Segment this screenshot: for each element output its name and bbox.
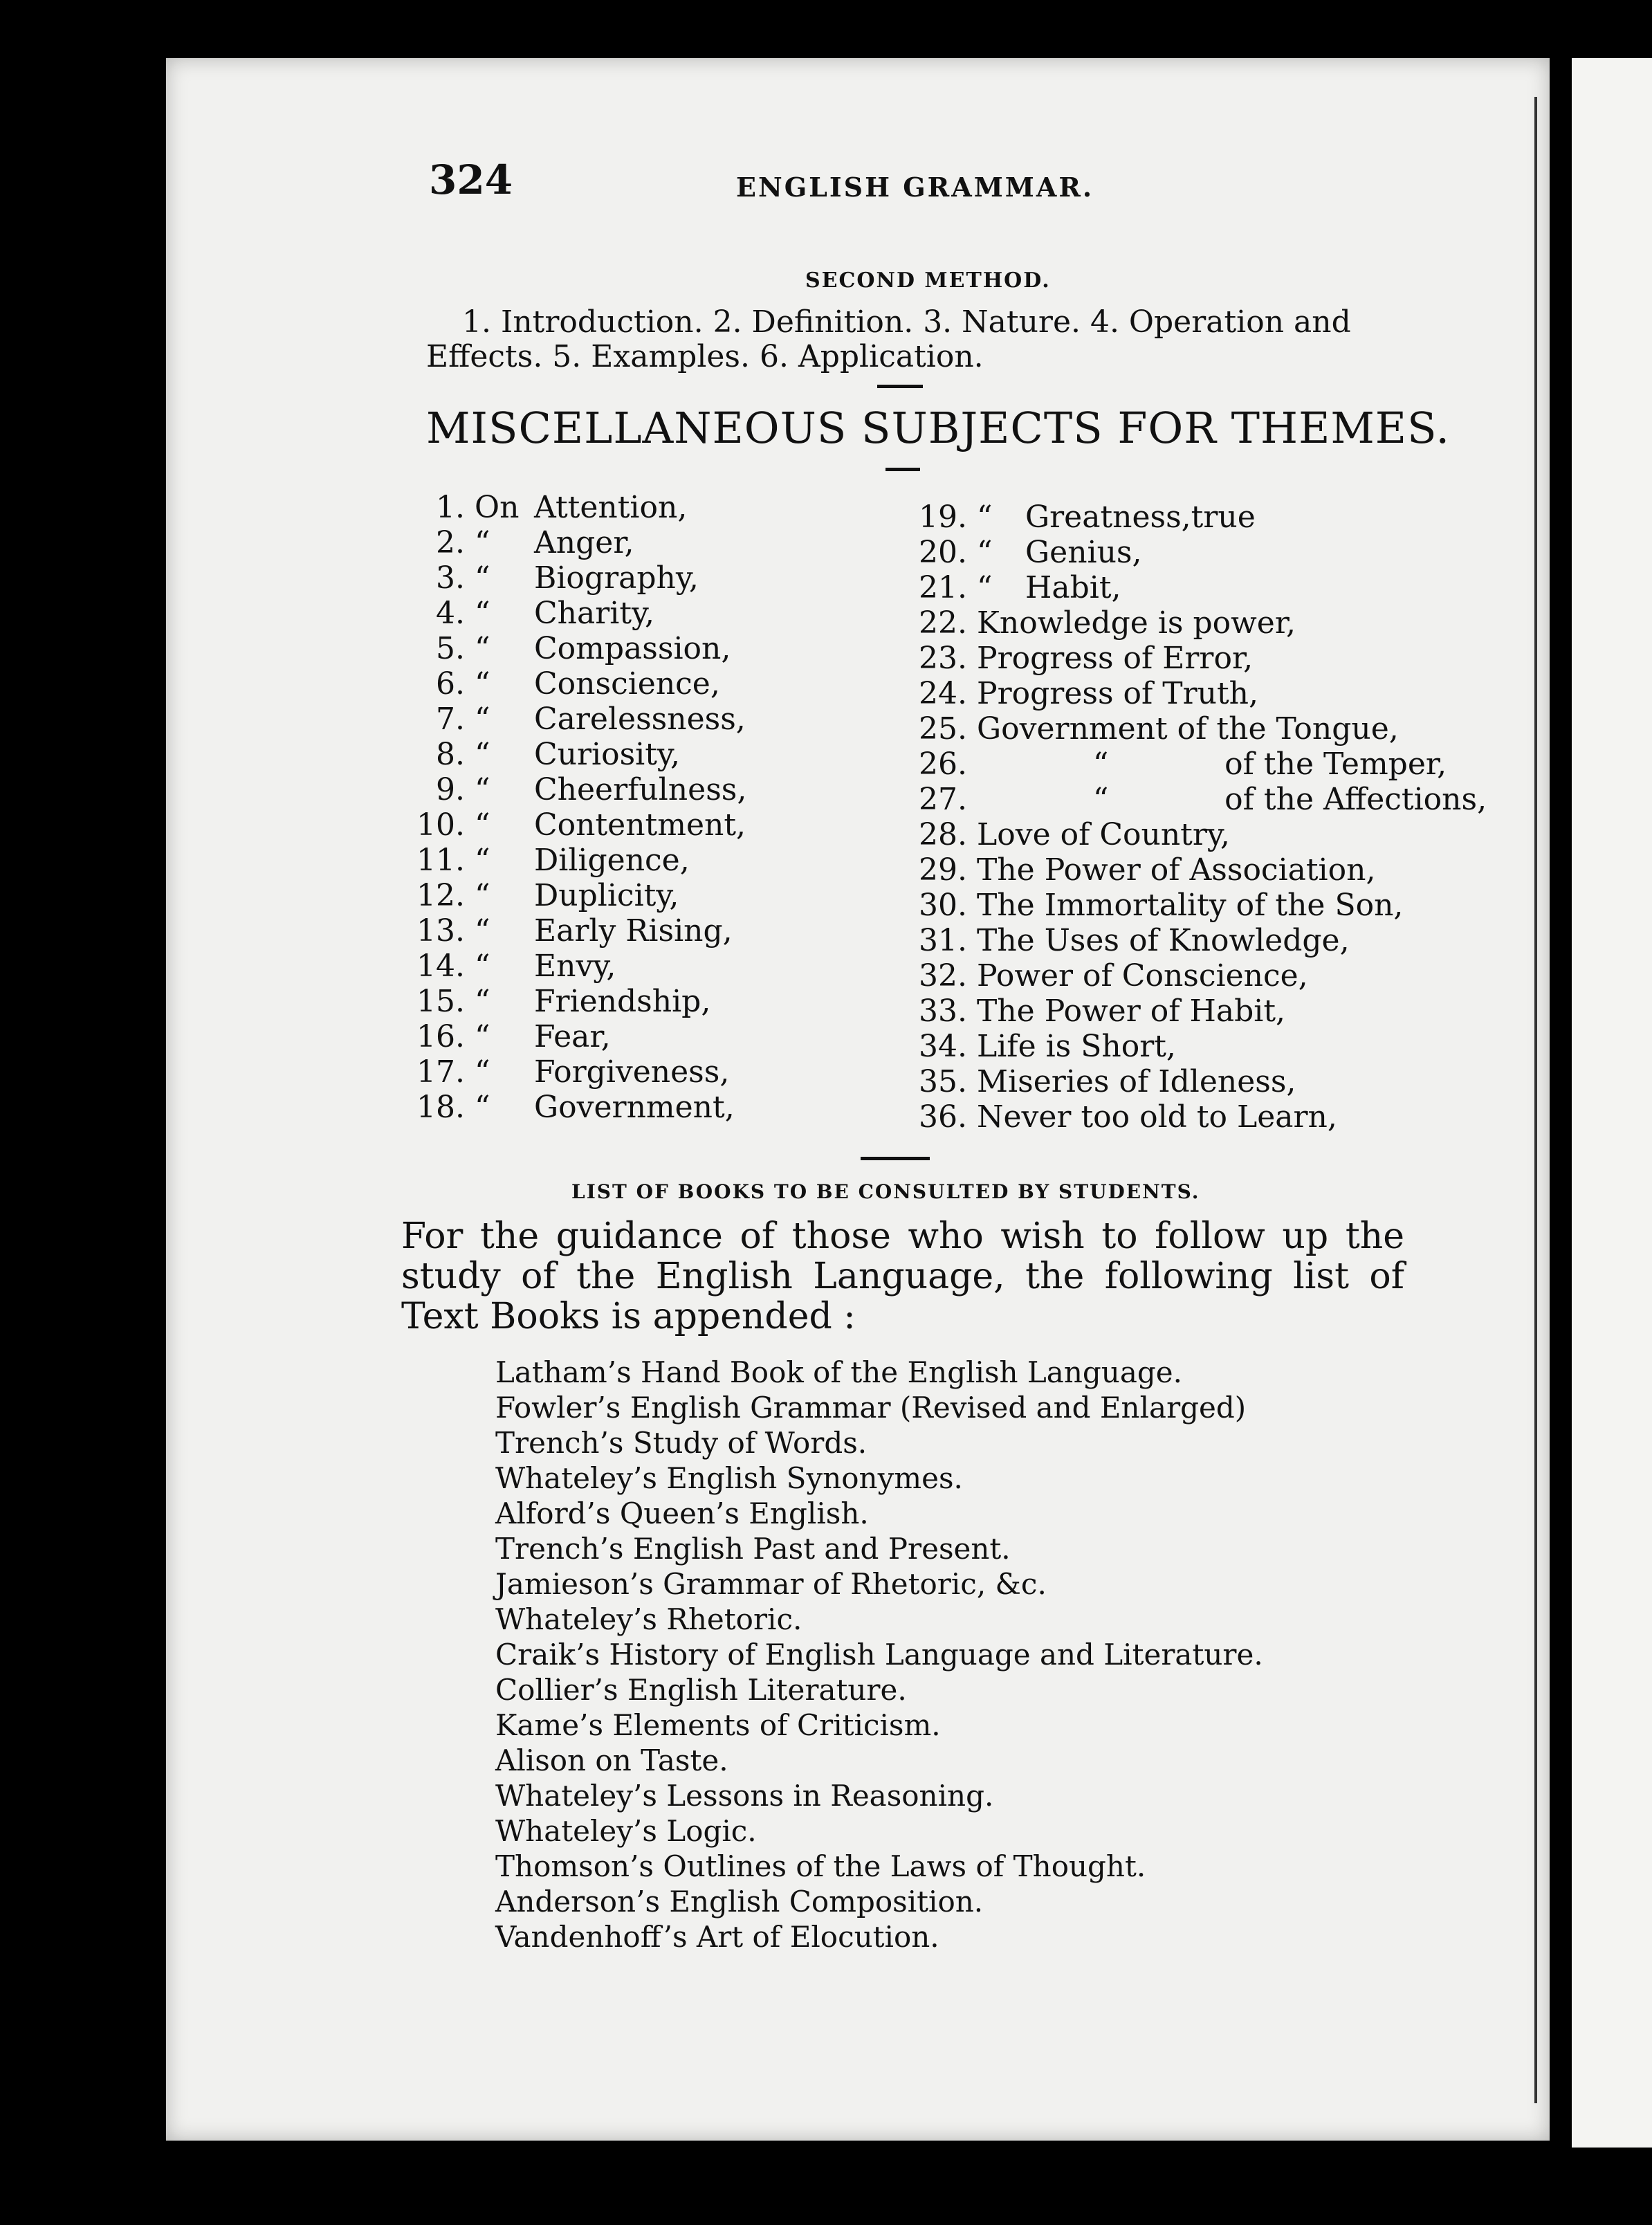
theme-number: 13.	[416, 913, 465, 949]
theme-number: 16.	[416, 1019, 465, 1054]
book-list-item: Vandenhoff’s Art of Elocution.	[495, 1920, 939, 1954]
theme-prefix: “	[475, 666, 490, 702]
theme-item	[917, 782, 1487, 817]
theme-number: 1.	[436, 490, 465, 525]
theme-item	[917, 1099, 1487, 1135]
theme-subject: “ of the Temper,	[977, 747, 1447, 782]
book-list-item: Alison on Taste.	[495, 1743, 728, 1777]
theme-item	[917, 817, 1487, 852]
theme-item	[917, 747, 1487, 782]
theme-number: 7.	[436, 702, 465, 737]
theme-number: 2.	[436, 525, 465, 560]
theme-subject: “ of the Affections,	[977, 782, 1487, 817]
themes-left-column	[405, 490, 746, 1125]
book-list-item: Latham’s Hand Book of the English Language.	[495, 1355, 1182, 1389]
book-list-item: Jamieson’s Grammar of Rhetoric, &c.	[495, 1567, 1047, 1601]
theme-item	[917, 852, 1487, 888]
theme-item	[917, 570, 1487, 605]
theme-number: 6.	[436, 666, 465, 702]
book-list-item: Trench’s Study of Words.	[495, 1426, 868, 1460]
theme-item	[917, 1029, 1487, 1064]
theme-subject: Habit,	[1025, 570, 1121, 605]
theme-subject: Government of the Tongue,	[977, 711, 1399, 747]
page-edge-line	[1534, 97, 1537, 2103]
theme-subject: Compassion,	[534, 631, 731, 666]
book-list-item: Craik’s History of English Language and Literature.	[495, 1638, 1263, 1672]
theme-number: 20.	[919, 535, 967, 570]
theme-number: 27.	[919, 782, 967, 817]
theme-subject: Contentment,	[534, 807, 746, 843]
theme-subject: Early Rising,	[534, 913, 733, 949]
theme-prefix: “	[475, 878, 490, 913]
theme-number: 21.	[919, 570, 967, 605]
theme-prefix: “	[475, 984, 490, 1019]
theme-subject: Duplicity,	[534, 878, 679, 913]
theme-item	[917, 711, 1487, 747]
theme-number: 36.	[919, 1099, 967, 1135]
theme-number: 14.	[416, 949, 465, 984]
book-list	[495, 1355, 1263, 1954]
book-list-item: Fowler’s English Grammar (Revised and Enlarged)	[495, 1391, 1247, 1425]
theme-prefix: On	[475, 490, 520, 525]
theme-subject: Progress of Error,	[977, 641, 1254, 676]
book-list-item: Whateley’s Logic.	[495, 1814, 757, 1848]
theme-prefix: “	[977, 570, 993, 605]
theme-prefix: “	[475, 737, 490, 772]
theme-prefix: “	[475, 596, 490, 631]
theme-item	[405, 984, 746, 1019]
theme-item	[917, 676, 1487, 711]
theme-prefix: “	[475, 525, 490, 560]
theme-subject: Cheerfulness,	[534, 772, 747, 807]
theme-number: 29.	[919, 852, 967, 888]
theme-prefix: “	[475, 913, 490, 949]
book-list-item: Anderson’s English Composition.	[495, 1885, 984, 1919]
theme-subject: Fear,	[534, 1019, 611, 1054]
books-intro-paragraph: For the guidance of those who wish to follow up the study of the English Language, the following list of Text Books is appended :	[401, 1216, 1404, 1337]
theme-number: 10.	[416, 807, 465, 843]
theme-subject: Progress of Truth,	[977, 676, 1258, 711]
theme-item	[405, 702, 746, 737]
theme-subject: Government,	[534, 1090, 735, 1125]
theme-item	[405, 772, 746, 807]
theme-prefix: “	[475, 631, 490, 666]
theme-item	[917, 994, 1487, 1029]
divider-rule	[885, 468, 920, 471]
theme-item	[405, 560, 746, 596]
theme-item	[405, 843, 746, 878]
divider-rule	[877, 385, 923, 388]
theme-subject: Carelessness,	[534, 702, 746, 737]
book-list-item: Whateley’s English Synonymes.	[495, 1461, 963, 1495]
theme-number: 26.	[919, 747, 967, 782]
theme-subject: Conscience,	[534, 666, 720, 702]
theme-number: 33.	[919, 994, 967, 1029]
theme-number: 35.	[919, 1064, 967, 1099]
theme-number: 31.	[919, 923, 967, 958]
theme-number: 4.	[436, 596, 465, 631]
theme-item	[917, 1064, 1487, 1099]
theme-subject: Genius,	[1025, 535, 1142, 570]
theme-subject: Attention,	[534, 490, 688, 525]
theme-subject: Envy,	[534, 949, 616, 984]
theme-number: 28.	[919, 817, 967, 852]
running-head: ENGLISH GRAMMAR.	[736, 172, 1094, 203]
book-list-item: Thomson’s Outlines of the Laws of Thought.	[495, 1849, 1146, 1883]
theme-prefix: “	[475, 843, 490, 878]
theme-prefix: “	[475, 702, 490, 737]
theme-item	[405, 949, 746, 984]
theme-subject: Power of Conscience,	[977, 958, 1308, 994]
book-list-item: Trench’s English Past and Present.	[495, 1532, 1011, 1566]
theme-prefix: “	[475, 807, 490, 843]
theme-prefix: “	[977, 500, 993, 535]
theme-item	[917, 923, 1487, 958]
theme-subject: Charity,	[534, 596, 655, 631]
theme-number: 11.	[416, 843, 465, 878]
theme-number: 17.	[416, 1054, 465, 1090]
theme-prefix: “	[475, 949, 490, 984]
theme-item	[405, 878, 746, 913]
theme-subject: Greatness,true	[1025, 500, 1256, 535]
theme-number: 23.	[919, 641, 967, 676]
theme-number: 8.	[436, 737, 465, 772]
book-list-item: Whateley’s Lessons in Reasoning.	[495, 1779, 994, 1813]
book-list-item: Collier’s English Literature.	[495, 1673, 907, 1707]
page-number: 324	[429, 156, 513, 203]
theme-item	[405, 807, 746, 843]
theme-subject: Friendship,	[534, 984, 711, 1019]
theme-item	[917, 500, 1487, 535]
theme-subject: Biography,	[534, 560, 699, 596]
theme-subject: The Immortality of the Son,	[977, 888, 1404, 923]
theme-subject: The Power of Habit,	[977, 994, 1286, 1029]
theme-prefix: “	[475, 1054, 490, 1090]
theme-number: 34.	[919, 1029, 967, 1064]
theme-subject: The Power of Association,	[977, 852, 1376, 888]
theme-subject: Love of Country,	[977, 817, 1230, 852]
theme-number: 30.	[919, 888, 967, 923]
second-method-line-1: 1. Introduction. 2. Definition. 3. Nature. 4. Operation and	[462, 304, 1351, 340]
theme-item	[405, 737, 746, 772]
theme-item	[405, 1054, 746, 1090]
theme-subject: Forgiveness,	[534, 1054, 730, 1090]
theme-prefix: “	[977, 535, 993, 570]
theme-subject: The Uses of Knowledge,	[977, 923, 1350, 958]
theme-prefix: “	[475, 1019, 490, 1054]
theme-item	[917, 605, 1487, 641]
theme-number: 5.	[436, 631, 465, 666]
theme-item	[917, 888, 1487, 923]
theme-item	[405, 596, 746, 631]
theme-number: 3.	[436, 560, 465, 596]
theme-prefix: “	[475, 1090, 490, 1125]
theme-subject: Knowledge is power,	[977, 605, 1296, 641]
theme-number: 22.	[919, 605, 967, 641]
theme-number: 24.	[919, 676, 967, 711]
theme-number: 12.	[416, 878, 465, 913]
second-method-line-2: Effects. 5. Examples. 6. Application.	[426, 339, 984, 374]
theme-number: 18.	[416, 1090, 465, 1125]
second-method-heading: SECOND METHOD.	[805, 268, 1051, 293]
theme-subject: Life is Short,	[977, 1029, 1176, 1064]
theme-item	[405, 1019, 746, 1054]
theme-item	[405, 1090, 746, 1125]
theme-prefix: “	[475, 560, 490, 596]
adjacent-page-edge	[1572, 58, 1652, 2148]
theme-item	[405, 490, 746, 525]
theme-subject: Anger,	[534, 525, 634, 560]
divider-rule	[861, 1157, 930, 1160]
books-heading: LIST OF BOOKS TO BE CONSULTED BY STUDENTS.	[571, 1180, 1200, 1203]
theme-item	[917, 535, 1487, 570]
themes-right-column	[917, 500, 1487, 1135]
book-list-item: Whateley’s Rhetoric.	[495, 1602, 802, 1636]
book-list-item: Alford’s Queen’s English.	[495, 1496, 869, 1530]
theme-number: 25.	[919, 711, 967, 747]
theme-number: 19.	[919, 500, 967, 535]
theme-prefix: “	[475, 772, 490, 807]
theme-number: 15.	[416, 984, 465, 1019]
theme-number: 32.	[919, 958, 967, 994]
theme-item	[405, 913, 746, 949]
theme-item	[917, 958, 1487, 994]
themes-heading: MISCELLANEOUS SUBJECTS FOR THEMES.	[426, 403, 1451, 453]
theme-subject: Miseries of Idleness,	[977, 1064, 1296, 1099]
theme-subject: Curiosity,	[534, 737, 680, 772]
theme-item	[405, 666, 746, 702]
theme-subject: Diligence,	[534, 843, 690, 878]
theme-number: 9.	[436, 772, 465, 807]
book-list-item: Kame’s Elements of Criticism.	[495, 1708, 941, 1742]
theme-item	[405, 525, 746, 560]
theme-item	[405, 631, 746, 666]
theme-subject: Never too old to Learn,	[977, 1099, 1337, 1135]
theme-item	[917, 641, 1487, 676]
